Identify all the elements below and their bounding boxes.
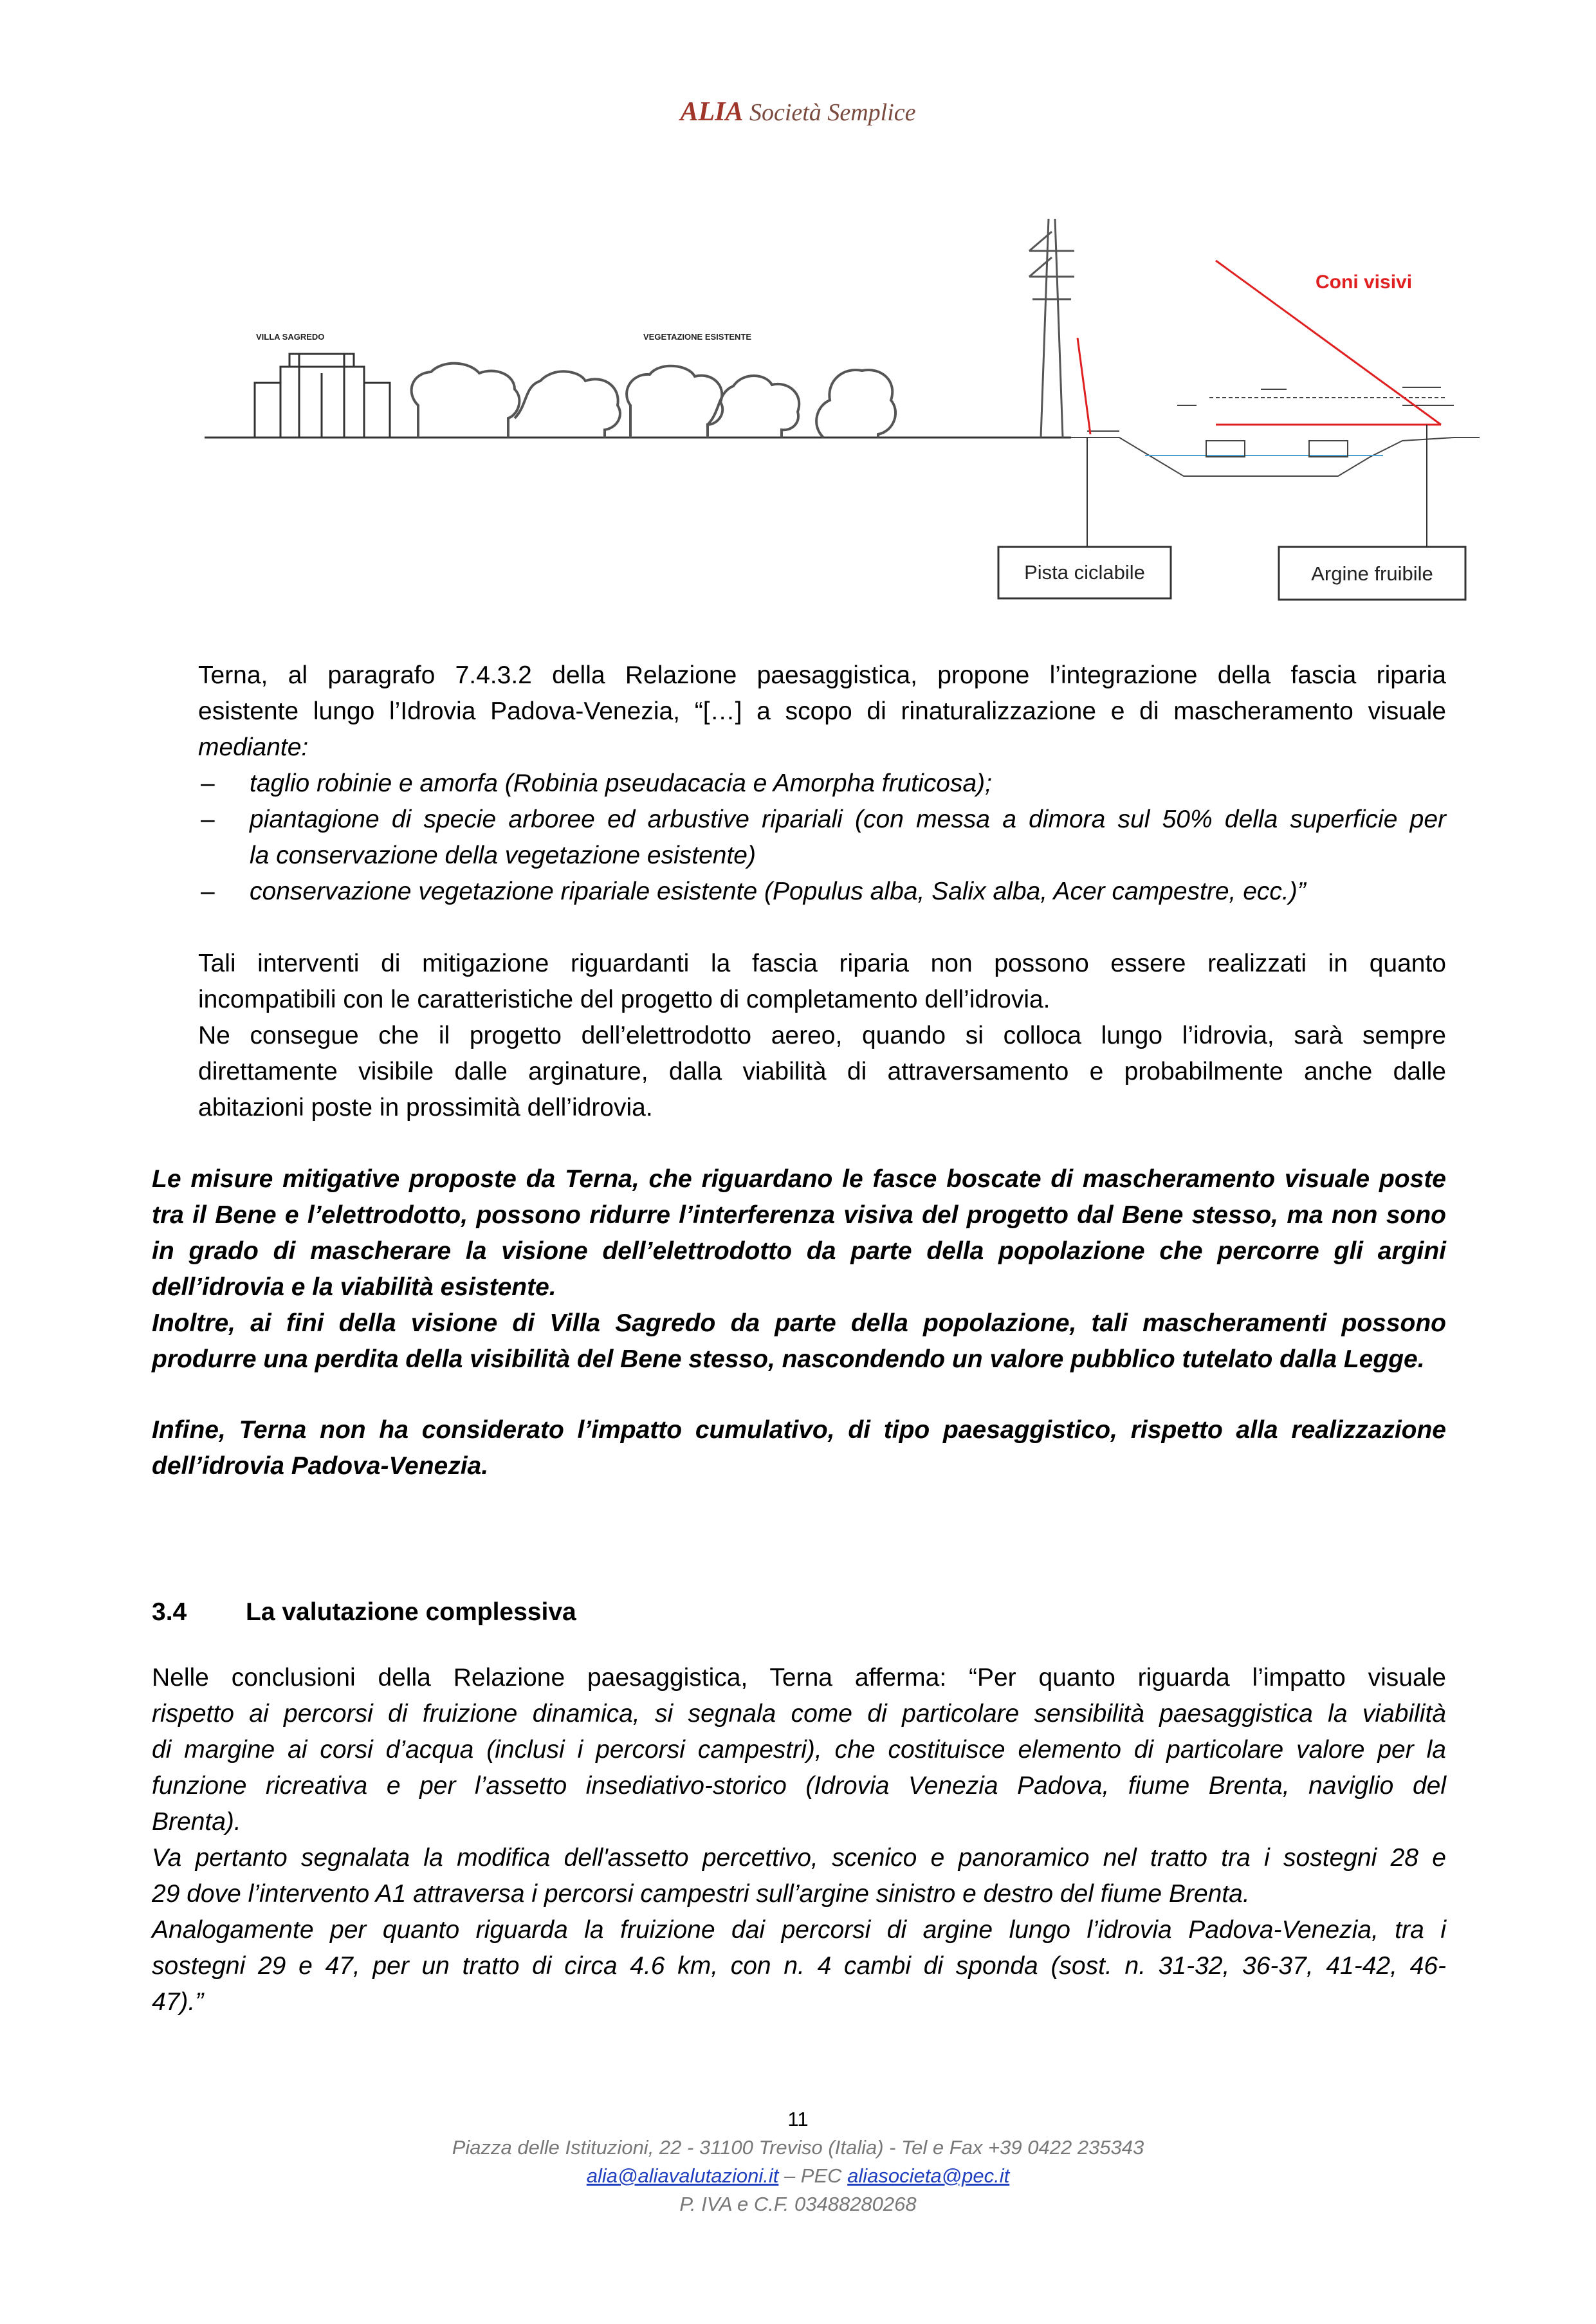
- bullet-item: [250, 766, 1446, 802]
- text-line: Inoltre, ai fini della visione di Villa Sagredo da parte della popolazione, tali mascheramenti possono: [152, 1309, 1446, 1337]
- bullet-dash: –: [201, 878, 215, 905]
- footer-contacts: [0, 2162, 1596, 2190]
- text-line: tra il Bene e l’elettrodotto, possono ridurre l’interferenza visiva del progetto dal Bene stesso, ma non sono: [152, 1201, 1446, 1229]
- text-line: Terna, al paragrafo 7.4.3.2 della Relazione paesaggistica, propone l’integrazione della fascia riparia: [198, 661, 1446, 689]
- letterhead: [0, 97, 1596, 127]
- label-villa-sagredo: VILLA SAGREDO: [256, 332, 325, 342]
- text-line: Tali interventi di mitigazione riguardanti la fascia riparia non possono essere realizzati in quanto: [198, 950, 1446, 977]
- text-line: Analogamente per quanto riguarda la fruizione dai percorsi di argine lungo l’idrovia Padova-Venezia, tra i: [152, 1916, 1446, 1944]
- cross-section-figure: [193, 212, 1512, 611]
- pylon-drawing: [1029, 219, 1074, 438]
- bullet-item: [250, 802, 1446, 874]
- text-line: rispetto ai percorsi di fruizione dinamica, si segnala come di particolare sensibilità paesaggistica la viabilità: [152, 1700, 1446, 1728]
- paragraph-4: [152, 1412, 1446, 1484]
- label-pista-ciclabile: Pista ciclabile: [1024, 561, 1145, 584]
- email-link[interactable]: alia@aliavalutazioni.it: [586, 2164, 779, 2187]
- text-line: Brenta).: [152, 1808, 241, 1836]
- text-line: direttamente visibile dalle arginature, dalla viabilità di attraversamento e probabilmente anche dalle: [198, 1058, 1446, 1085]
- label-coni-visivi: Coni visivi: [1316, 272, 1413, 293]
- text-line: la conservazione della vegetazione esistente): [250, 842, 756, 869]
- text-line: 29 dove l’intervento A1 attraversa i percorsi campestri sull’argine sinistro e destro del fiume Brenta.: [152, 1880, 1250, 1908]
- text-line: incompatibili con le caratteristiche del progetto di completamento dell’idrovia.: [198, 986, 1050, 1013]
- pec-separator: – PEC: [778, 2164, 848, 2187]
- label-vegetazione: VEGETAZIONE ESISTENTE: [643, 332, 752, 342]
- text-line: Le misure mitigative proposte da Terna, che riguardano le fasce boscate di mascheramento visuale poste: [152, 1165, 1446, 1193]
- text-line: Ne consegue che il progetto dell’elettrodotto aereo, quando si colloca lungo l’idrovia, sarà sempre: [198, 1022, 1446, 1049]
- text-line: Infine, Terna non ha considerato l’impatto cumulativo, di tipo paesaggistico, rispetto alla realizzazione: [152, 1416, 1446, 1444]
- text-line: piantagione di specie arboree ed arbustive ripariali (con messa a dimora sul 50% della superficie per: [250, 806, 1446, 833]
- footer-address: Piazza delle Istituzioni, 22 - 31100 Treviso (Italia) - Tel e Fax +39 0422 235343: [452, 2136, 1144, 2159]
- text-line: mediante:: [198, 733, 309, 761]
- page-number: 11: [787, 2108, 809, 2130]
- brand-subtitle: Società Semplice: [749, 99, 916, 126]
- paragraph-2: [198, 946, 1446, 1126]
- text-line: Nelle conclusioni della Relazione paesaggistica, Terna afferma: “Per quanto riguarda l’impatto visuale: [152, 1664, 1446, 1692]
- text-line: abitazioni poste in prossimità dell’idrovia.: [198, 1094, 653, 1121]
- paragraph-5: [152, 1660, 1446, 2020]
- vat-number: P. IVA e C.F. 03488280268: [679, 2193, 917, 2215]
- brand-name: ALIA: [680, 97, 744, 127]
- villa-sagredo-drawing: [255, 354, 390, 438]
- section-title: La valutazione complessiva: [246, 1598, 576, 1626]
- text-line: sostegni 29 e 47, per un tratto di circa 4.6 km, con n. 4 cambi di sponda (sost. n. 31-32, 36-37, 41-42, 46-: [152, 1952, 1446, 1980]
- paragraph-3: [152, 1161, 1446, 1378]
- bullet-item: [250, 874, 1446, 910]
- label-argine-fruibile: Argine fruibile: [1311, 562, 1433, 585]
- text-line: taglio robinie e amorfa (Robinia pseudacacia e Amorpha fruticosa);: [250, 770, 993, 797]
- text-line: funzione ricreativa e per l’assetto insediativo-storico (Idrovia Venezia Padova, fiume Brenta, naviglio del: [152, 1772, 1446, 1800]
- text-line: esistente lungo l’Idrovia Padova-Venezia, “[…] a scopo di rinaturalizzazione e di mascheramento visuale: [198, 697, 1446, 725]
- text-line: produrre una perdita della visibilità del Bene stesso, nascondendo un valore pubblico tutelato dalla Legge.: [152, 1345, 1425, 1373]
- text-line: Va pertanto segnalata la modifica dell'assetto percettivo, scenico e panoramico nel tratto tra i sostegni 28 e: [152, 1844, 1446, 1872]
- footer: [0, 2105, 1596, 2218]
- text-line: dell’idrovia Padova-Venezia.: [152, 1452, 489, 1480]
- pec-email-link[interactable]: aliasocieta@pec.it: [847, 2164, 1010, 2187]
- text-line: in grado di mascherare la visione dell’elettrodotto da parte della popolazione che percorre gli argini: [152, 1237, 1446, 1265]
- paragraph-1: [198, 658, 1446, 766]
- section-heading: [152, 1598, 576, 1627]
- section-number: 3.4: [152, 1598, 187, 1626]
- text-line: conservazione vegetazione ripariale esistente (Populus alba, Salix alba, Acer campestre, ecc.)”: [250, 878, 1306, 905]
- canal-section-drawing: [1071, 387, 1480, 476]
- text-line: 47).”: [152, 1988, 204, 2016]
- bullet-dash: –: [201, 770, 215, 797]
- text-line: dell’idrovia e la viabilità esistente.: [152, 1273, 556, 1301]
- text-line: di margine ai corsi d’acqua (inclusi i percorsi campestri), che costituisce elemento di particolare valore per la: [152, 1736, 1446, 1764]
- bullet-dash: –: [201, 806, 215, 833]
- vegetation-drawing: [412, 364, 895, 438]
